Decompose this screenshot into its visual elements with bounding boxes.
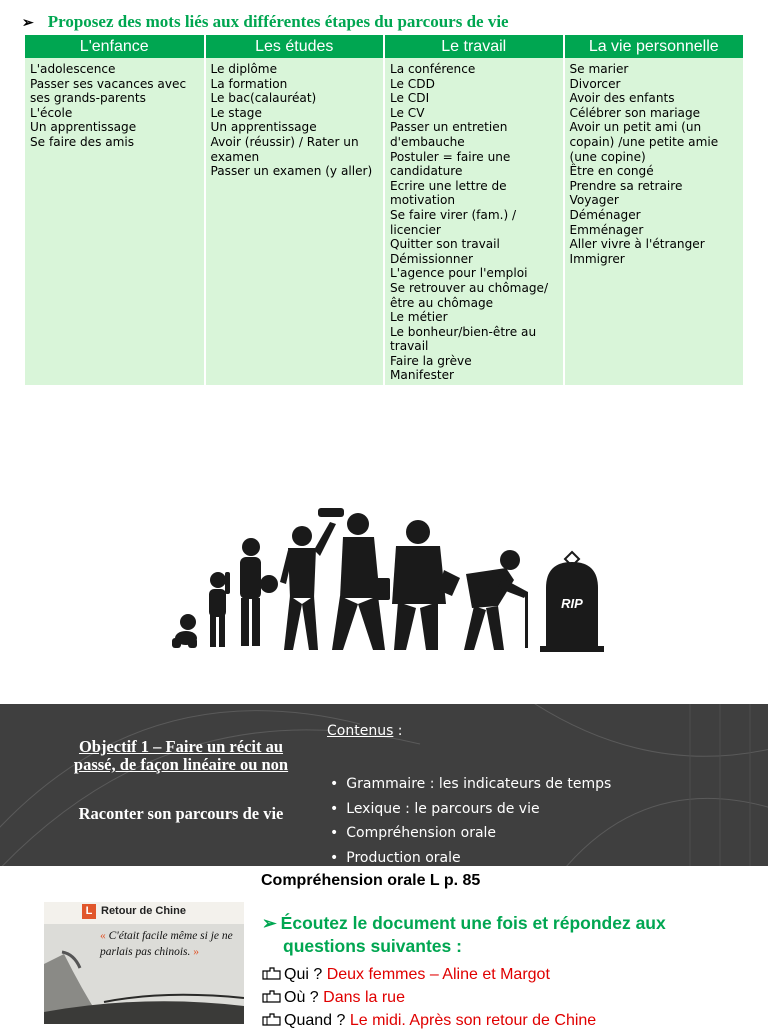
vocab-word: Ecrire une lettre de motivation [390, 178, 507, 208]
vocab-word: Avoir (réussir) / Rater un examen [210, 134, 359, 164]
pointing-hand-icon [262, 989, 282, 1003]
vocab-word: Manifester [390, 368, 455, 383]
vocab-header-row [25, 35, 743, 58]
word-list-travail [390, 62, 559, 383]
arrow-bullet-icon: ➢ [22, 16, 34, 31]
vocab-word: Voyager [569, 193, 619, 208]
objective-band [0, 704, 768, 866]
vocab-word: Avoir un petit ami (un copain) /une petite amie (une copine) [569, 120, 719, 164]
col-header-etudes: Les études [205, 35, 385, 58]
vocab-word: L'école [30, 105, 73, 120]
vocab-word: Le stage [210, 105, 262, 120]
child-silhouette [209, 572, 230, 647]
vocab-word: Quitter son travail [390, 237, 500, 252]
contents-item: • Grammaire : les indicateurs de temps [330, 772, 611, 797]
vocab-word: Passer un examen (y aller) [210, 164, 373, 179]
vocab-table [25, 35, 743, 385]
elder-silhouette [392, 520, 460, 650]
vocab-word: Déménager [569, 207, 641, 222]
vocab-word: Se marier [569, 62, 629, 76]
vocab-word: Divorcer [569, 76, 621, 91]
tombstone-text: RIP [561, 596, 583, 611]
vocab-heading: ➢ Proposez des mots liés aux différentes étapes du parcours de vie [22, 12, 509, 31]
cell-etudes [205, 58, 385, 385]
vocab-word: Passer ses vacances avec ses grands-parents [30, 76, 187, 106]
teen-silhouette [280, 508, 344, 650]
vocab-word: Le bonheur/bien-être au travail [390, 324, 537, 354]
vocab-word: Un apprentissage [210, 120, 317, 135]
contents-list [330, 772, 611, 866]
vocab-word: Le CDI [390, 91, 430, 106]
quote-close-mark: » [193, 946, 200, 958]
objective-subtitle: Raconter son parcours de vie [78, 804, 284, 823]
vocab-word: Démissionner [390, 251, 473, 266]
contents-item: • Compréhension orale [330, 821, 611, 846]
contents-item: • Lexique : le parcours de vie [330, 797, 611, 822]
cane-icon [525, 592, 528, 648]
vocab-word: L'adolescence [30, 62, 116, 76]
tombstone-silhouette [540, 552, 604, 652]
contents-item: • Production orale [330, 846, 611, 866]
old-man-silhouette [464, 550, 528, 650]
cell-vie-personnelle [564, 58, 744, 385]
vocab-word: Emménager [569, 222, 644, 237]
vocab-word: Aller vivre à l'étranger [569, 237, 705, 252]
word-list-etudes [211, 62, 380, 179]
life-stages-illustration [168, 500, 608, 660]
vocab-word: Avoir des enfants [569, 91, 675, 106]
vocab-word: Se faire des amis [30, 134, 135, 149]
vocab-word: L'agence pour l'emploi [390, 266, 528, 281]
vocab-word: Le bac(calauréat) [210, 91, 317, 106]
word-list-vie-personnelle [570, 62, 740, 266]
book-quote: « C'était facile même si je ne parlais pas chinois. » [100, 930, 233, 958]
qa-item-quand: Quand ? Le midi. Après son retour de Chine [262, 1011, 596, 1031]
lesson-badge: L [82, 904, 96, 919]
lesson-label: Retour de Chine [101, 905, 186, 917]
listening-instruction: ➢ Écoutez le document une fois et répondez aux questions suivantes : [262, 913, 666, 956]
vocab-word: Prendre sa retraire [569, 178, 683, 193]
comprehension-title: Compréhension orale L p. 85 [261, 872, 481, 889]
quote-open-mark: « [100, 930, 106, 942]
vocab-word: La formation [210, 76, 288, 91]
vocab-word: Célébrer son mariage [569, 105, 701, 120]
vocab-body-row [25, 58, 743, 385]
vocab-word: Immigrer [569, 251, 625, 266]
objective-title: Objectif 1 – Faire un récit au passé, de façon linéaire ou non [73, 737, 289, 774]
vocab-word: Passer un entretien d'embauche [390, 120, 508, 149]
cell-travail [384, 58, 564, 385]
vocab-word: Le diplôme [210, 62, 278, 76]
vocab-word: Le CDD [390, 76, 435, 91]
vocab-word: Le métier [390, 310, 448, 325]
vocab-word: Se faire virer (fam.) / licencier [390, 207, 517, 237]
vocab-word: Se retrouver au chômage/être au chômage [390, 280, 549, 310]
vocab-word: La conférence [390, 62, 476, 76]
word-list-enfance [30, 62, 200, 150]
vocab-word: Un apprentissage [30, 120, 137, 135]
adult-silhouette [332, 513, 390, 650]
cell-enfance [25, 58, 205, 385]
qa-item-ou: Où ? Dans la rue [262, 988, 405, 1008]
baby-silhouette [172, 614, 197, 648]
vocab-word: Le CV [390, 105, 425, 120]
vocab-word: Faire la grève [390, 353, 472, 368]
col-header-travail: Le travail [384, 35, 564, 58]
col-header-enfance: L'enfance [25, 35, 205, 58]
pointing-hand-icon [262, 966, 282, 980]
qa-item-qui: Qui ? Deux femmes – Aline et Margot [262, 965, 550, 985]
textbook-excerpt [44, 902, 244, 1024]
arrow-bullet-icon: ➢ [262, 913, 277, 933]
vocab-word: Être en congé [569, 164, 654, 179]
col-header-vie-personnelle: La vie personnelle [564, 35, 744, 58]
kid-silhouette [240, 538, 278, 646]
vocab-word: Postuler = faire une candidature [390, 149, 511, 179]
contents-label: Contenus : [327, 723, 403, 739]
